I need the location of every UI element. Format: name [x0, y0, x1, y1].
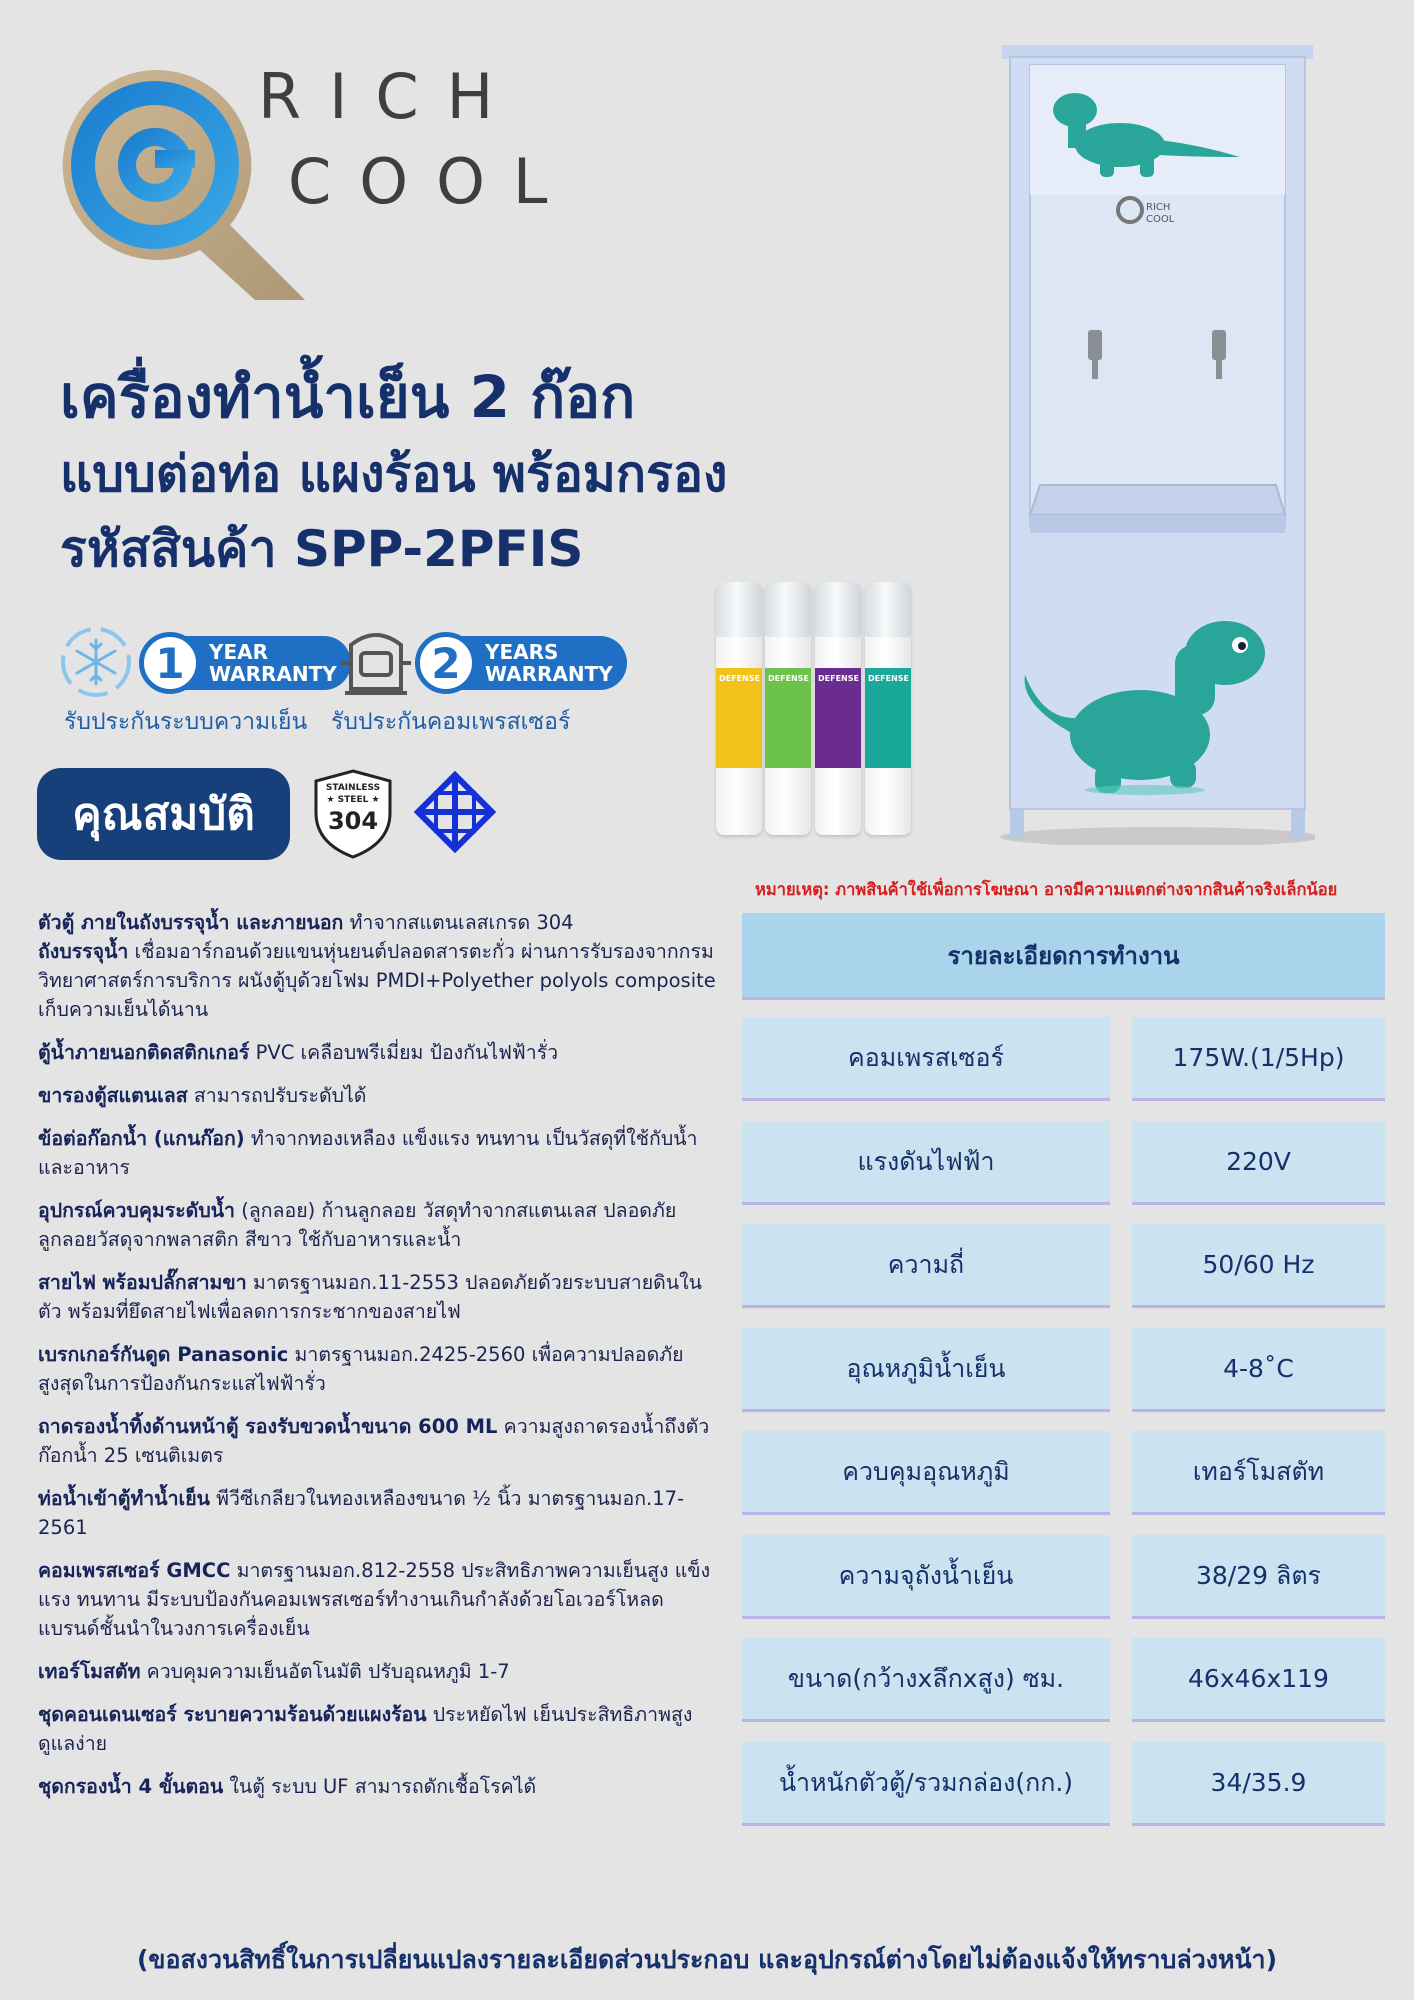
filter-cartridge-3 — [815, 582, 861, 835]
feature-item: ชุดคอนเดนเซอร์ ระบายความร้อนด้วยแผงร้อน ประหยัดไฟ เย็นประสิทธิภาพสูง ดูแลง่าย — [38, 1703, 693, 1755]
feature-item: ขารองตู้สแตนเลส สามารถปรับระดับได้ — [38, 1084, 367, 1107]
feature-item: ท่อน้ำเข้าตู้ทำน้ำเย็น พีวีซีเกลียวในทองเหลืองขนาด ½ นิ้ว มาตรฐานมอก.17-2561 — [38, 1487, 685, 1539]
filter-cartridge-4 — [865, 582, 911, 835]
spec-value: 175W.(1/5Hp) — [1132, 1017, 1385, 1101]
warranty-line2: WARRANTY — [209, 662, 337, 686]
spec-label: ความถี่ — [742, 1224, 1110, 1308]
feature-item: อุปกรณ์ควบคุมระดับน้ำ (ลูกลอย) ก้านลูกลอย วัสดุทำจากสแตนเลส ปลอดภัย ลูกลอยวัสดุจากพลาสติก สีขาว ใช้กับอาหารและน้ำ — [38, 1199, 677, 1251]
logo-text-cool: COOL — [288, 145, 576, 218]
spec-row — [742, 1224, 1385, 1308]
tisi-certification-icon — [414, 771, 496, 853]
svg-text:RICH: RICH — [1146, 202, 1171, 213]
spec-row — [742, 1742, 1385, 1826]
warranty-line1: YEAR — [209, 640, 269, 664]
image-disclaimer: หมายเหตุ: ภาพสินค้าใช้เพื่อการโฆษณา อาจมีความแตกต่างจากสินค้าจริงเล็กน้อย — [755, 880, 1338, 899]
spec-row — [742, 1017, 1385, 1101]
feature-item: ถาดรองน้ำทิ้งด้านหน้าตู้ รองรับขวดน้ำขนาด 600 ML ความสูงถาดรองน้ำถึงตัวก๊อกน้ำ 25 เซนติเมตร — [38, 1415, 710, 1467]
footer-notice: (ขอสงวนสิทธิ์ในการเปลี่ยนแปลงรายละเอียดส่วนประกอบ และอุปกรณ์ต่างโดยไม่ต้องแจ้งให้ทราบล่วงหน้า) — [136, 1945, 1277, 1974]
product-code: รหัสสินค้า SPP-2PFIS — [60, 520, 584, 578]
warranty-line2: WARRANTY — [485, 662, 613, 686]
spec-label: น้ำหนักตัวตู้/รวมกล่อง(กก.) — [742, 1742, 1110, 1826]
feature-item: ข้อต่อก๊อกน้ำ (แกนก๊อก) ทำจากทองเหลือง แข็งแรง ทนทาน เป็นวัสดุที่ใช้กับน้ำและอาหาร — [38, 1127, 698, 1179]
spec-value: 50/60 Hz — [1132, 1224, 1385, 1308]
filter-brand-label: DEFENSE — [768, 674, 809, 683]
feature-item: เทอร์โมสตัท ควบคุมความเย็นอัตโนมัติ ปรับอุณหภูมิ 1-7 — [38, 1660, 510, 1683]
stainless-label: STAINLESS — [325, 783, 381, 793]
warranty-line1: YEARS — [485, 640, 559, 664]
filter-cartridge-2 — [765, 582, 811, 835]
feature-item: ตู้น้ำภายนอกติดสติกเกอร์ PVC เคลือบพรีเมี่ยม ป้องกันไฟฟ้ารั่ว — [38, 1041, 559, 1064]
spec-table-heading: รายละเอียดการทำงาน — [742, 913, 1385, 1000]
filter-brand-label: DEFENSE — [719, 674, 760, 683]
warranty-badge-1 — [143, 636, 351, 690]
warranty-caption-compressor: รับประกันคอมเพรสเซอร์ — [331, 709, 571, 735]
logo-text-rich: RICH — [258, 60, 522, 133]
spec-label: ความจุถังน้ำเย็น — [742, 1535, 1110, 1619]
feature-item: สายไฟ พร้อมปลั๊กสามขา มาตรฐานมอก.11-2553 ปลอดภัยด้วยระบบสายดินในตัว พร้อมที่ยึดสายไฟเพื่อลดการกระชากของสายไฟ — [38, 1271, 702, 1323]
warranty-number: 1 — [139, 632, 201, 694]
spec-row — [742, 1535, 1385, 1619]
spec-label: อุณหภูมิน้ำเย็น — [742, 1328, 1110, 1412]
features-heading: คุณสมบัติ — [37, 768, 290, 860]
spec-label: แรงดันไฟฟ้า — [742, 1121, 1110, 1205]
feature-item: คอมเพรสเซอร์ GMCC มาตรฐานมอก.812-2558 ประสิทธิภาพความเย็นสูง แข็งแรง ทนทาน มีระบบป้องกันคอมเพรสเซอร์ทำงานเกินกำลังด้วยโอเวอร์โหลด แบรนด์ชั้นนำในวงการเครื่องเย็น — [38, 1559, 711, 1640]
spec-value: 34/35.9 — [1132, 1742, 1385, 1826]
filter-brand-label: DEFENSE — [818, 674, 859, 683]
feature-item: เบรกเกอร์กันดูด Panasonic มาตรฐานมอก.2425-2560 เพื่อความปลอดภัยสูงสุดในการป้องกันกระแสไฟฟ้ารั่ว — [38, 1343, 684, 1395]
svg-text:COOL: COOL — [1146, 214, 1175, 225]
spec-value: 220V — [1132, 1121, 1385, 1205]
spec-value: 38/29 ลิตร — [1132, 1535, 1385, 1619]
snowflake-icon — [58, 624, 134, 700]
compressor-icon — [337, 623, 415, 699]
spec-row — [742, 1328, 1385, 1412]
warranty-number: 2 — [415, 632, 477, 694]
water-cooler-image — [1000, 45, 1315, 845]
features-list — [38, 908, 718, 1815]
spec-row — [742, 1638, 1385, 1722]
spec-label: คอมเพรสเซอร์ — [742, 1017, 1110, 1101]
steel-label: ★ STEEL ★ — [326, 795, 380, 805]
feature-item: ชุดกรองน้ำ 4 ขั้นตอน ในตู้ ระบบ UF สามารถดักเชื้อโรคได้ — [38, 1775, 537, 1798]
grade-label: 304 — [327, 807, 379, 835]
feature-item: ตัวตู้ ภายในถังบรรจุน้ำ และภายนอก ทำจากสแตนเลสเกรด 304 — [38, 911, 574, 934]
spec-value: 46x46x119 — [1132, 1638, 1385, 1722]
warranty-badge-2 — [419, 636, 627, 690]
spec-row — [742, 1431, 1385, 1515]
spec-value: เทอร์โมสตัท — [1132, 1431, 1385, 1515]
spec-row — [742, 1121, 1385, 1205]
product-subtitle: แบบต่อท่อ แผงร้อน พร้อมกรอง — [60, 445, 728, 503]
feature-item: ถังบรรจุน้ำ เชื่อมอาร์กอนด้วยแขนหุ่นยนต์ปลอดสารตะกั่ว ผ่านการรับรองจากกรมวิทยาศาสตร์การบริการ ผนังตู้บุด้วยโฟม PMDI+Polyether polyols composite เก็บความเย็นได้นาน — [38, 940, 716, 1021]
stainless-304-badge — [310, 767, 396, 861]
warranty-caption-cooling: รับประกันระบบความเย็น — [64, 709, 308, 735]
filter-brand-label: DEFENSE — [868, 674, 909, 683]
spec-value: 4-8˚C — [1132, 1328, 1385, 1412]
filter-cartridge-1 — [716, 582, 762, 835]
spec-label: ขนาด(กว้างxลึกxสูง) ซม. — [742, 1638, 1110, 1722]
product-title: เครื่องทำน้ำเย็น 2 ก๊อก — [60, 363, 636, 431]
spec-label: ควบคุมอุณหภูมิ — [742, 1431, 1110, 1515]
